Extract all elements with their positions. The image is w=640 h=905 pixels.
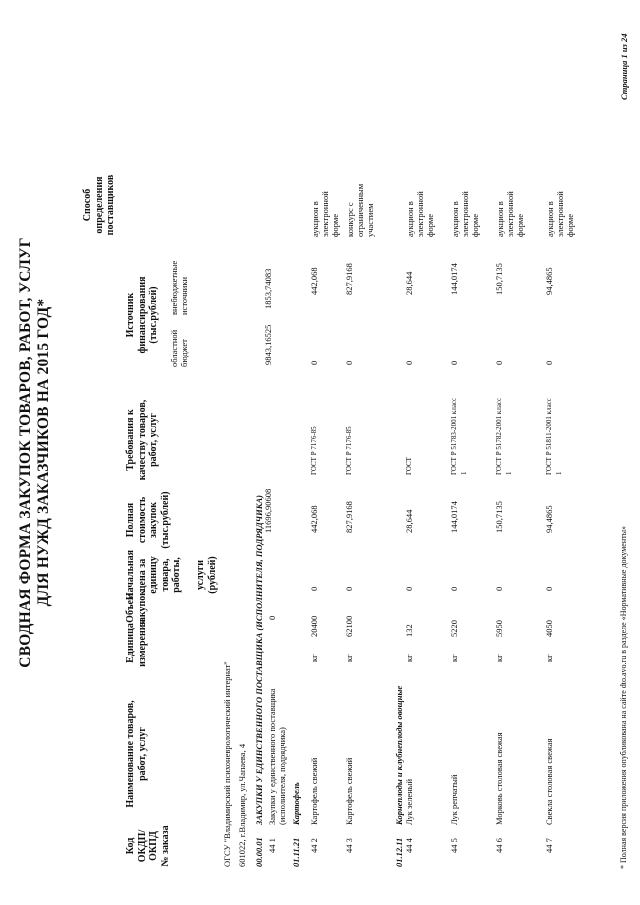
row-volume: 5220: [449, 620, 459, 637]
row-requirement: ГОСТ Р 51811-2001 класс: [545, 398, 553, 475]
row-method-line: ограниченным: [355, 183, 366, 237]
row-requirement: ГОСТ Р 7176-85: [310, 426, 318, 475]
row-price: 0: [544, 586, 554, 591]
row-code: 44 3: [344, 838, 354, 853]
header-fin-extra: [170, 255, 190, 315]
row-requirement: ГОСТ Р 51783-2001 класс: [450, 397, 458, 475]
row-method-line: конкурс с: [345, 202, 355, 237]
row-price: 0: [449, 586, 459, 591]
row-total: 94,4865: [544, 505, 554, 533]
header-method-line: определения: [93, 176, 105, 234]
section-main-label: ЗАКУПКИ У ЕДИНСТВЕННОГО ПОСТАВЩИКА (ИСПОЛНИТЕЛЯ, ПОДРЯДЧИКА): [254, 494, 264, 825]
header-requirements-line: Требования к: [125, 409, 136, 471]
row-name: Лук репчатый: [449, 774, 459, 825]
row-regional: 0: [449, 360, 459, 365]
header-total-line: Полная: [125, 502, 136, 538]
row-unit: кг: [449, 654, 459, 662]
row-method-line: форме: [470, 213, 481, 237]
row-method: [310, 191, 341, 237]
row-code: 44 7: [544, 838, 554, 853]
row-name: Свекла столовая свежая: [544, 738, 554, 825]
row-method-line: аукцион в: [495, 201, 505, 237]
row-total: 150,7135: [494, 501, 504, 533]
row-volume: 20400: [309, 615, 319, 637]
row-requirement: ГОСТ Р 51782-2001 класс: [495, 397, 503, 475]
row-unit: кг: [494, 654, 504, 662]
row-regional: 0: [404, 360, 414, 365]
row-single-code: 44 1: [267, 838, 277, 853]
row-code: 44 5: [449, 838, 459, 853]
row-single-price: 0: [267, 615, 277, 620]
row-single-name-1: Закупки у единственного поставщика: [267, 688, 277, 825]
header-requirements: [125, 390, 160, 490]
row-unit: кг: [404, 654, 414, 662]
header-price-sub: [195, 545, 218, 605]
row-name: Морковь столовая свежая: [494, 732, 504, 825]
header-price-line: цена за: [136, 558, 148, 592]
header-financing-line: Источник: [125, 292, 136, 338]
group2-label: Корнеплоды и клубнеплоды овощные: [394, 685, 404, 825]
row-code: 44 6: [494, 838, 504, 853]
row-extra: 150,7135: [494, 263, 504, 295]
row-price: 0: [494, 586, 504, 591]
header-code-line: ОКПД: [148, 831, 159, 861]
row-method-line: форме: [330, 213, 341, 237]
header-method: [82, 165, 117, 245]
row-method-line: электронной: [555, 191, 566, 237]
header-financing-line: (тыс.рублей): [148, 286, 159, 344]
header-volume-line: Объем: [125, 593, 136, 623]
row-extra: 442,068: [309, 267, 319, 295]
header-fin-regional-line: бюджет: [178, 339, 189, 367]
row-extra: 28,644: [404, 271, 414, 295]
header-fin-extra-line: источники: [178, 276, 189, 315]
section-main-extra: 1853,74083: [263, 268, 273, 309]
header-name-line: Наименование товаров,: [125, 700, 136, 808]
group1-label: Картофель: [291, 782, 301, 825]
header-volume-line: закупок: [136, 589, 148, 627]
row-single-name-2: (исполнителя, подрядчика): [277, 727, 287, 825]
header-code-line: № заказа: [159, 825, 171, 867]
row-method-line: аукцион в: [450, 201, 460, 237]
row-requirement-class: 1: [505, 471, 513, 475]
header-name-line: работ, услуг: [136, 727, 148, 781]
row-method: [450, 191, 481, 237]
header-unit-line: измерения: [136, 619, 148, 667]
row-method-line: форме: [565, 213, 576, 237]
group2-code: 01.12.11: [394, 837, 404, 867]
row-method: [495, 191, 526, 237]
header-code-line: ОКДП/: [136, 829, 148, 863]
header-method-line: поставщиков: [105, 174, 116, 236]
row-extra: 827,9168: [344, 263, 354, 295]
row-unit: кг: [344, 654, 354, 662]
row-name: Картофель свежий: [309, 757, 319, 825]
title-line-2: ДЛЯ НУЖД ЗАКАЗЧИКОВ НА 2015 ГОД*: [35, 298, 52, 607]
row-method-line: форме: [425, 213, 436, 237]
header-unit-line: Единица: [125, 623, 136, 663]
row-price: 0: [344, 586, 354, 591]
row-total: 28,644: [404, 509, 414, 533]
header-price-line: Начальная: [125, 549, 136, 601]
row-requirement-class: 1: [555, 471, 563, 475]
header-total: [125, 485, 171, 555]
row-requirement-class: 1: [460, 471, 468, 475]
header-price-line: работы,: [171, 557, 182, 593]
row-total: 442,068: [309, 505, 319, 533]
row-regional: 0: [544, 360, 554, 365]
header-method-line: Способ: [82, 188, 93, 222]
row-method-line: аукцион в: [405, 201, 415, 237]
footnote: * Полная версия приложения опубликована на сайте dto.avo.ru в разделе «Нормативные документы»: [619, 526, 628, 869]
row-requirement: ГОСТ: [405, 457, 413, 475]
header-requirements-line: работ, услуг: [148, 413, 159, 467]
row-method-line: электронной: [320, 191, 331, 237]
header-price-line: единицу: [148, 556, 159, 594]
row-code: 44 4: [404, 838, 414, 853]
section-main-total: 11696,90608: [263, 488, 273, 533]
row-method-line: электронной: [460, 191, 471, 237]
header-financing: [125, 255, 160, 375]
row-method-line: форме: [515, 213, 526, 237]
row-method-line: участием: [365, 203, 376, 237]
row-method: [545, 191, 576, 237]
row-method: [345, 184, 376, 237]
row-method-line: аукцион в: [545, 201, 555, 237]
row-requirement: ГОСТ Р 7176-85: [345, 426, 353, 475]
row-total: 827,9168: [344, 501, 354, 533]
header-name: [125, 679, 148, 829]
page-number: Страница 1 из 24: [619, 33, 629, 100]
org-address: 601022, г.Владимир, ул.Чапаева, 4: [237, 743, 247, 867]
org-name: ОГСУ "Владимирский психоневрологический интернат": [222, 661, 232, 867]
header-fin-extra-line: внебюджетные: [169, 260, 179, 315]
header-code-line: Код: [125, 837, 136, 855]
header-requirements-line: качеству товаров,: [136, 399, 148, 481]
header-total-line: стоимость: [136, 496, 148, 544]
row-unit: кг: [309, 654, 319, 662]
row-volume: 5950: [494, 620, 504, 637]
row-method-line: электронной: [505, 191, 516, 237]
row-method-line: аукцион в: [310, 201, 320, 237]
header-total-line: (тыс.рублей): [159, 491, 171, 549]
row-volume: 62100: [344, 615, 354, 637]
row-price: 0: [404, 586, 414, 591]
row-extra: 94,4865: [544, 267, 554, 295]
row-total: 144,0174: [449, 501, 459, 533]
row-regional: 0: [309, 360, 319, 365]
row-regional: 0: [494, 360, 504, 365]
row-price: 0: [309, 586, 319, 591]
row-name: Картофель свежий: [344, 757, 354, 825]
header-financing-line: финансирования: [136, 276, 148, 354]
header-fin-regional-line: областной: [169, 329, 179, 367]
header-price-sub-line: (рублей): [206, 556, 218, 594]
section-main-code: 00.00.01: [254, 837, 264, 867]
group1-code: 01.11.21: [291, 837, 301, 867]
row-name: Лук зеленый: [404, 778, 414, 825]
row-regional: 0: [344, 360, 354, 365]
section-main-regional: 9843,16525: [263, 324, 273, 365]
row-unit: кг: [544, 654, 554, 662]
row-method-line: электронной: [415, 191, 426, 237]
header-price-sub-line: услуги: [195, 559, 206, 591]
row-method: [405, 191, 436, 237]
row-volume: 4050: [544, 620, 554, 637]
header-fin-regional: [170, 317, 190, 367]
row-extra: 144,0174: [449, 263, 459, 295]
title-line-1: СВОДНАЯ ФОРМА ЗАКУПОК ТОВАРОВ, РАБОТ, УСЛУГ: [17, 237, 34, 668]
row-code: 44 2: [309, 838, 319, 853]
row-volume: 132: [404, 624, 414, 637]
header-price-line: товара,: [159, 558, 171, 592]
header-total-line: закупок: [148, 501, 159, 539]
